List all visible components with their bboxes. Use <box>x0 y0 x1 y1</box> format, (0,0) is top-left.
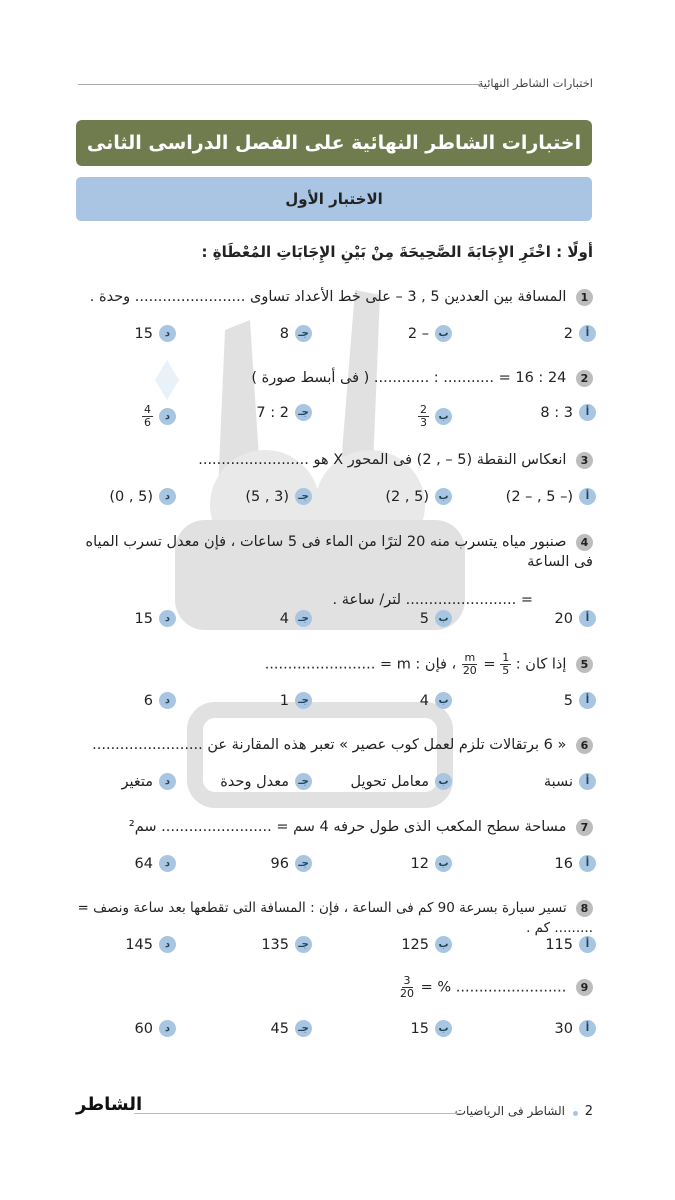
question-text: انعكاس النقطة (5 – , 2) فى المحور X هو ........................ <box>198 452 567 468</box>
footer-rule <box>134 1113 461 1114</box>
option-c[interactable]: جـ 45 <box>271 1020 312 1037</box>
question-text-b: ، فإن : m = ........................ <box>264 656 457 673</box>
option-d[interactable]: د 15 <box>135 610 176 627</box>
option-a[interactable]: أ 30 <box>555 1020 596 1037</box>
option-c[interactable]: جـ 135 <box>261 936 312 953</box>
question-text-a: 24 : 16 = <box>494 370 567 386</box>
question-2 <box>76 368 593 388</box>
running-header-text: اختبارات الشاطر النهائية <box>477 76 593 90</box>
option-b[interactable]: ب – 2 <box>408 325 452 342</box>
equals-sign: = <box>483 656 496 673</box>
question-text: « 6 برتقالات تلزم لعمل كوب عصير » تعبر هذه المقارنة عن ........................ <box>92 737 567 753</box>
question-7 <box>76 817 593 837</box>
question-number: 3 <box>576 452 593 469</box>
header-rule <box>78 84 481 85</box>
fraction: $\frac{3}{20}$ <box>400 974 415 1000</box>
option-d[interactable]: د 6 <box>144 692 176 709</box>
option-b[interactable]: ب معامل تحويل <box>351 773 452 790</box>
options-6 <box>76 773 596 797</box>
question-text-b: ........... : ............ ( فى أبسط صورة ) <box>251 370 494 386</box>
option-d[interactable]: د 64 <box>135 855 176 872</box>
option-a[interactable]: أ نسبة <box>544 773 596 790</box>
option-b[interactable]: ب 12 <box>411 855 452 872</box>
options-9 <box>76 1020 596 1044</box>
question-text: صنبور مياه يتسرب منه 20 لترًا من الماء فى 5 ساعات ، فإن معدل تسرب المياه فى الساعة <box>85 534 593 570</box>
option-c[interactable]: جـ (3 , 5) <box>245 488 312 505</box>
question-number: 6 <box>576 737 593 754</box>
option-a[interactable]: أ 20 <box>555 610 596 627</box>
options-8 <box>76 936 596 960</box>
option-d[interactable]: د (5 , 0) <box>109 488 176 505</box>
option-c[interactable]: جـ 8 <box>280 325 312 342</box>
question-number: 9 <box>576 979 593 996</box>
question-number: 7 <box>576 819 593 836</box>
question-text: تسير سيارة بسرعة 90 كم فى الساعة ، فإن : المسافة التى تقطعها بعد ساعة ونصف = ......... كم . <box>77 900 593 936</box>
question-number: 2 <box>576 370 593 387</box>
question-8 <box>76 898 593 938</box>
options-2 <box>76 404 596 428</box>
bullet-dot <box>573 1111 578 1116</box>
fraction: $\frac{1}{5}$ <box>502 651 510 677</box>
option-a[interactable]: أ 2 <box>564 325 596 342</box>
question-number: 8 <box>576 900 593 917</box>
option-b[interactable]: ب 15 <box>411 1020 452 1037</box>
question-3 <box>76 450 593 470</box>
option-c[interactable]: جـ 96 <box>271 855 312 872</box>
question-6 <box>76 735 593 755</box>
section-title: الاختبار الأول <box>76 177 592 221</box>
fraction: $\frac{2}{3}$ <box>420 403 427 429</box>
publisher-logo: الشاطر <box>76 1094 143 1115</box>
options-1 <box>76 325 596 349</box>
option-d[interactable]: د متغير <box>121 773 176 790</box>
option-a[interactable]: أ 16 <box>555 855 596 872</box>
question-text-continued: = ........................ لتر/ ساعة . <box>332 592 533 608</box>
question-number: 4 <box>576 534 593 551</box>
question-text-a: إذا كان : <box>511 656 567 673</box>
fraction: $\frac{m}{20}$ <box>462 651 477 677</box>
fraction: $\frac{4}{6}$ <box>144 403 151 429</box>
page-number: 2 <box>584 1104 593 1119</box>
option-b[interactable]: ب (5 , 2) <box>385 488 452 505</box>
question-9 <box>76 975 593 1000</box>
question-text: ........................ % = <box>416 979 567 996</box>
book-title: الشاطر فى الرياضيات <box>454 1104 565 1118</box>
option-b[interactable]: ب 5 <box>420 610 452 627</box>
question-4 <box>76 532 593 610</box>
option-c[interactable]: جـ 2 : 7 <box>256 404 312 421</box>
option-c[interactable]: جـ 1 <box>280 692 312 709</box>
option-c[interactable]: جـ 4 <box>280 610 312 627</box>
question-text: المسافة بين العددين 5 , 3 – على خط الأعداد تساوى ........................ وحدة . <box>89 289 567 305</box>
options-4 <box>76 610 596 634</box>
question-1 <box>76 287 593 307</box>
option-a[interactable]: أ 115 <box>545 936 596 953</box>
options-7 <box>76 855 596 879</box>
option-b[interactable]: ب 4 <box>420 692 452 709</box>
option-c[interactable]: جـ معدل وحدة <box>220 773 312 790</box>
option-b[interactable]: ب 125 <box>401 936 452 953</box>
question-number: 5 <box>576 656 593 673</box>
question-text: مساحة سطح المكعب الذى طول حرفه 4 سم = ........................ سم² <box>128 819 567 835</box>
question-5 <box>76 652 593 677</box>
option-a[interactable]: أ (– 5 , – 2) <box>506 488 596 505</box>
option-b[interactable]: ب $\frac{2}{3}$ <box>418 404 452 429</box>
running-header <box>78 74 593 94</box>
option-a[interactable]: أ 3 : 8 <box>540 404 596 421</box>
options-3 <box>76 488 596 512</box>
option-a[interactable]: أ 5 <box>564 692 596 709</box>
page-footer <box>76 1094 593 1124</box>
page-title: اختبارات الشاطر النهائية على الفصل الدراسى الثانى <box>76 120 592 166</box>
question-number: 1 <box>576 289 593 306</box>
option-d[interactable]: د 15 <box>135 325 176 342</box>
instructions: أولًا : اخْتَرِ الإِجَابَةَ الصَّحِيحَةَ مِنْ بَيْنِ الإِجَابَاتِ المُعْطَاةِ : <box>201 243 593 261</box>
option-d[interactable]: د 60 <box>135 1020 176 1037</box>
option-d[interactable]: د $\frac{4}{6}$ <box>142 404 176 429</box>
option-d[interactable]: د 145 <box>125 936 176 953</box>
options-5 <box>76 692 596 716</box>
